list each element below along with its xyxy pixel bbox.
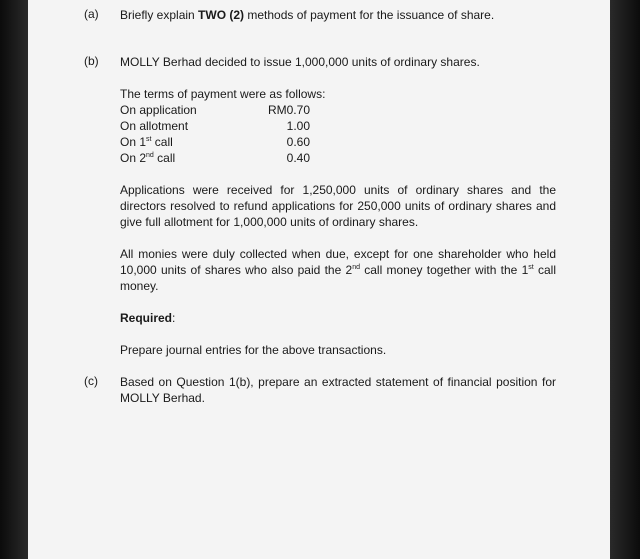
left-edge-shadow bbox=[0, 0, 28, 559]
term-row-application: On application bbox=[120, 103, 197, 117]
term-row-second-call: On 2nd call bbox=[120, 151, 176, 165]
monies-paragraph: All monies were duly collected when due, except for one shareholder who held 10,000 units of shares who also paid the 2nd call money together with the 1st call money. bbox=[120, 247, 556, 293]
part-b-label: (b) bbox=[84, 54, 99, 68]
term-row-first-call: On 1st call bbox=[120, 135, 173, 149]
term-amount-first-call: 0.60 bbox=[286, 135, 310, 149]
term-row-allotment: On allotment bbox=[120, 119, 189, 133]
part-c-label: (c) bbox=[84, 374, 98, 388]
required-task: Prepare journal entries for the above transactions. bbox=[120, 343, 387, 357]
part-a-question: Briefly explain TWO (2) methods of payment for the issuance of share. bbox=[120, 8, 495, 22]
term-amount-second-call: 0.40 bbox=[286, 151, 310, 165]
part-b-intro: MOLLY Berhad decided to issue 1,000,000 units of ordinary shares. bbox=[120, 55, 480, 69]
question-page bbox=[28, 0, 610, 559]
term-amount-application: RM0.70 bbox=[267, 103, 310, 117]
part-c-question: Based on Question 1(b), prepare an extracted statement of financial position for MOLLY Berhad. bbox=[120, 375, 556, 405]
applications-paragraph: Applications were received for 1,250,000 units of ordinary shares and the directors resolved to refund applications for 250,000 units of ordinary shares and give full allotment for 1,000,000 units of ordinary shares. bbox=[120, 183, 556, 229]
right-edge-shadow bbox=[610, 0, 640, 559]
part-a-label: (a) bbox=[84, 7, 99, 21]
term-amount-allotment: 1.00 bbox=[286, 119, 310, 133]
terms-heading: The terms of payment were as follows: bbox=[120, 87, 326, 101]
required-heading: Required: bbox=[120, 311, 176, 325]
